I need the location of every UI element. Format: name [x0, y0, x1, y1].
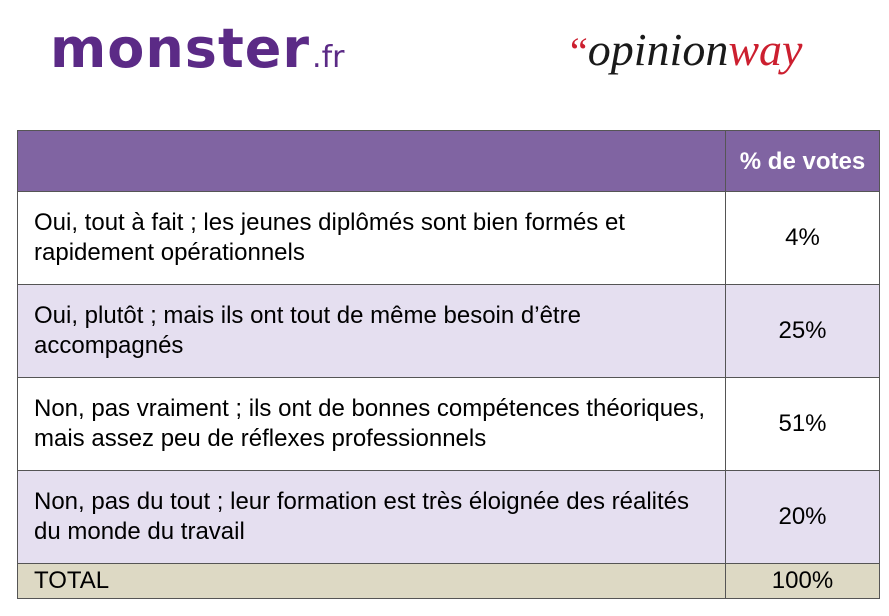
results-table [17, 130, 880, 599]
header-answer-cell [18, 131, 726, 192]
opinionway-logo-word2: way [728, 24, 803, 75]
opinionway-logo-word1: opinion [587, 24, 729, 75]
table-body [18, 192, 880, 564]
row-pct-value: 25% [726, 285, 880, 378]
table-row [18, 192, 880, 285]
header-pct-cell: % de votes [726, 131, 880, 192]
total-row [18, 564, 880, 599]
table-row [18, 378, 880, 471]
row-answer-label: Non, pas du tout ; leur formation est très éloignée des réalités du monde du travail [18, 471, 726, 564]
monster-logo [50, 14, 380, 84]
row-answer-label: Non, pas vraiment ; ils ont de bonnes compétences théoriques, mais assez peu de réflexes professionnels [18, 378, 726, 471]
table-header-row [18, 131, 880, 192]
opinionway-logo-quote: “ [570, 29, 588, 74]
opinionway-logo [570, 20, 870, 80]
row-answer-label: Oui, tout à fait ; les jeunes diplômés sont bien formés et rapidement opérationnels [18, 192, 726, 285]
table-row [18, 471, 880, 564]
row-pct-value: 51% [726, 378, 880, 471]
total-label: TOTAL [18, 564, 726, 599]
row-pct-value: 4% [726, 192, 880, 285]
row-answer-label: Oui, plutôt ; mais ils ont tout de même besoin d’être accompagnés [18, 285, 726, 378]
monster-logo-text: monster [50, 17, 311, 80]
table-row [18, 285, 880, 378]
total-value: 100% [726, 564, 880, 599]
row-pct-value: 20% [726, 471, 880, 564]
monster-logo-ext: .fr [312, 40, 345, 75]
